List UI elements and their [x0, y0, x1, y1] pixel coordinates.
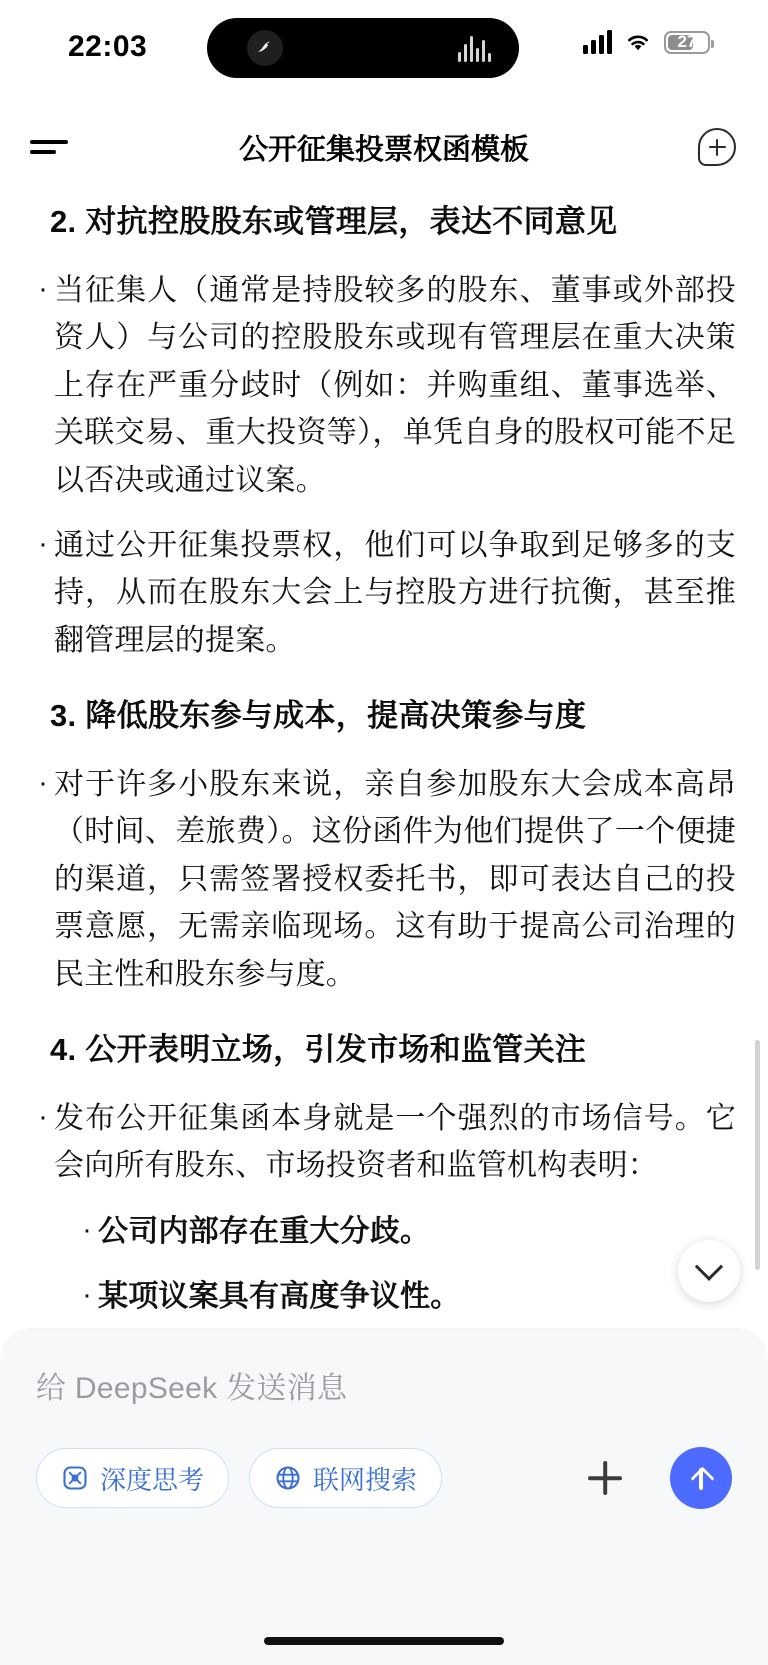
- page-title: 公开征集投票权函模板: [238, 133, 529, 166]
- status-bar: [0, 0, 768, 108]
- wifi-icon: [624, 31, 652, 53]
- list-item-text: 发布公开征集函本身就是一个强烈的市场信号。它会向所有股东、市场投资者和监管机构表明：: [54, 1101, 736, 1183]
- list-item-text: 对于许多小股东来说，亲自参加股东大会成本高昂（时间、差旅费）。这份函件为他们提供了一个便捷的渠道，只需签署授权委托书，即可表达自己的投票意愿，无需亲临现场。这有助于提高公司治理的民主性和股东参与度。: [54, 768, 736, 991]
- list-item: [76, 1208, 736, 1255]
- deep-think-label: 深度思考: [100, 1464, 205, 1495]
- scrollbar[interactable]: [755, 1040, 760, 1270]
- list-item: [32, 1095, 736, 1190]
- list-item: [76, 1273, 736, 1320]
- cellular-signal-icon: [583, 30, 612, 54]
- list-item-text: 某项议案具有高度争议性。: [98, 1280, 461, 1314]
- web-search-button[interactable]: [249, 1448, 442, 1508]
- hamburger-menu-icon[interactable]: [30, 130, 68, 162]
- list-item: [32, 522, 736, 664]
- audio-waveform-icon: [458, 34, 491, 62]
- status-time: 22:03: [68, 30, 148, 63]
- bullet-marker: ·: [38, 767, 48, 799]
- scroll-to-bottom-button[interactable]: [678, 1240, 740, 1302]
- message-composer: [0, 1329, 768, 1665]
- deep-think-icon: [61, 1464, 89, 1492]
- status-indicators: [583, 30, 710, 54]
- new-chat-icon[interactable]: [698, 128, 736, 166]
- chevron-down-icon: [695, 1253, 723, 1281]
- list-item-text: 通过公开征集投票权，他们可以争取到足够多的支持，从而在股东大会上与控股方进行抗衡，甚至推翻管理层的提案。: [54, 528, 736, 657]
- battery-percent: 27: [677, 32, 697, 51]
- bullet-marker: ·: [82, 1213, 92, 1246]
- article-content[interactable]: [0, 186, 768, 1335]
- bullet-marker: ·: [38, 272, 48, 305]
- composer-actions: [36, 1447, 732, 1509]
- bullet-marker: ·: [38, 527, 48, 560]
- bullet-marker: ·: [82, 1279, 92, 1312]
- dynamic-island[interactable]: [207, 18, 519, 78]
- web-search-label: 联网搜索: [313, 1464, 418, 1495]
- plus-icon[interactable]: [578, 1451, 632, 1505]
- navigation-bar: [0, 108, 768, 186]
- send-button[interactable]: [670, 1447, 732, 1509]
- globe-icon: [274, 1464, 302, 1492]
- app-logo-icon: [247, 30, 283, 66]
- battery-icon: [664, 31, 710, 54]
- section-heading: 2. 对抗控股股东或管理层，表达不同意见: [50, 204, 618, 239]
- list-item: [32, 761, 736, 998]
- list-item-text: 当征集人（通常是持股较多的股东、董事或外部投资人）与公司的控股股东或现有管理层在重大决策上存在严重分歧时（例如：并购重组、董事选举、关联交易、重大投资等），单凭自身的股权可能不足以否决或通过议案。: [54, 273, 736, 497]
- list-item: [32, 267, 736, 504]
- bullet-marker: ·: [38, 1100, 48, 1133]
- list-item-text: 公司内部存在重大分歧。: [98, 1214, 431, 1248]
- send-arrow-icon: [689, 1466, 713, 1490]
- deep-think-button[interactable]: [36, 1448, 229, 1508]
- message-input[interactable]: 给 DeepSeek 发送消息: [36, 1372, 348, 1405]
- section-heading: 3. 降低股东参与成本，提高决策参与度: [50, 698, 587, 734]
- home-indicator: [264, 1637, 504, 1645]
- section-heading: 4. 公开表明立场，引发市场和监管关注: [50, 1031, 587, 1067]
